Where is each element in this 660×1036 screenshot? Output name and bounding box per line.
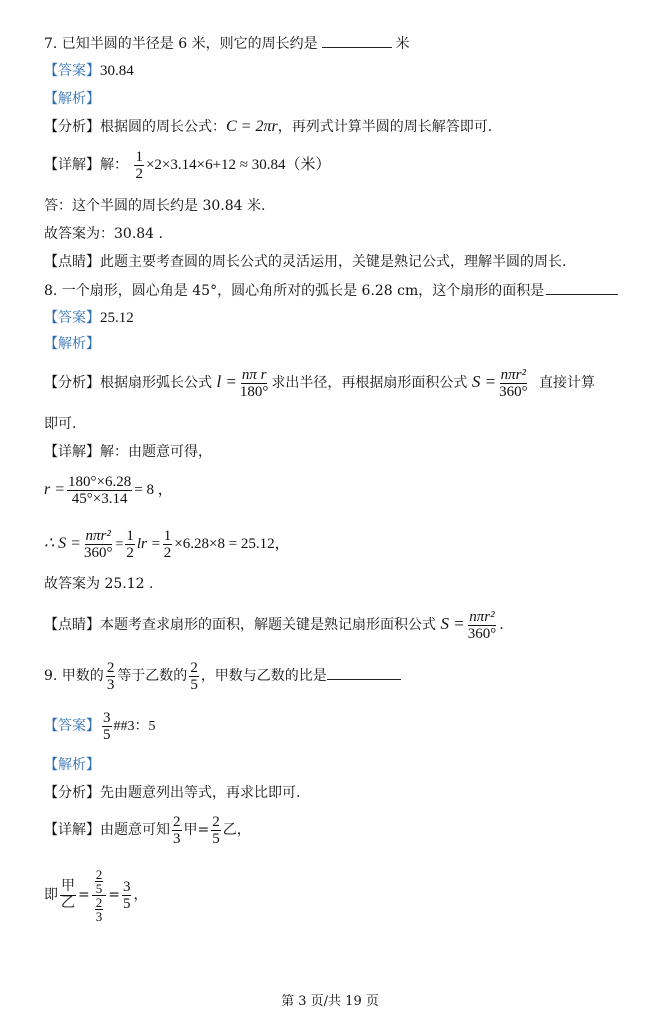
- jiexi-tag: 【解析】: [44, 757, 100, 773]
- detail-tag: 【详解】: [44, 157, 100, 173]
- fraction-numerator: 1: [163, 527, 172, 544]
- q7-reply: 答：这个半圆的周长约是 30.84 米.: [44, 198, 266, 214]
- fraction-denominator: 360°: [83, 544, 113, 561]
- q9-question: [44, 658, 401, 694]
- q8-question: [44, 280, 618, 301]
- q7-comment-line: [44, 252, 566, 272]
- fraction-numerator: 3: [103, 709, 111, 726]
- answer-tag: 【答案】: [44, 63, 100, 79]
- comment-tag: 【点睛】: [44, 617, 100, 633]
- q8-jiexi-line: [44, 334, 100, 354]
- jiexi-tag: 【解析】: [44, 91, 100, 107]
- fraction-numerator: 2: [212, 813, 220, 830]
- fraction-numerator: nπ r: [241, 366, 267, 383]
- fraction-numerator: 2: [95, 866, 103, 882]
- q9-fraction-2: [189, 660, 199, 693]
- q7-detail-expression: ×2×3.14×6+12 ≈ 30.84（米）: [145, 157, 331, 173]
- jiexi-tag: 【解析】: [44, 336, 100, 352]
- q9-yi: 乙，: [222, 822, 251, 838]
- comment-tag: 【点睛】: [44, 254, 100, 270]
- q8-analysis-line: [44, 362, 595, 403]
- q7-formula: C = 2πr: [226, 118, 278, 135]
- fraction-numerator: nπr²: [469, 608, 495, 625]
- q9-detail-fraction-2: [211, 814, 221, 847]
- fraction-denominator: 2: [135, 165, 143, 182]
- q8-question-text: 8. 一个扇形，圆心角是 45°，圆心角所对的弧长是 6.28 cm，这个扇形的面积是: [44, 283, 545, 299]
- q7-analysis-text-a: 根据圆的周长公式：: [100, 119, 226, 135]
- q8-s-mid: lr =: [136, 536, 161, 552]
- q8-analysis-text-a: 根据扇形弧长公式: [100, 375, 212, 391]
- fraction-denominator: 5: [103, 726, 111, 743]
- q9-jiexi-line: [44, 755, 100, 775]
- fraction-denominator: 3: [95, 908, 103, 924]
- q8-answer: 25.12: [100, 310, 134, 326]
- q7-detail-prefix: 解：: [100, 157, 128, 173]
- q9-ratio-fraction: [60, 879, 76, 912]
- q8-answer-blank: [546, 280, 618, 295]
- fraction-denominator: 360°: [499, 383, 528, 400]
- fraction-numerator: nπr²: [85, 527, 111, 544]
- q8-detail-line: [44, 442, 212, 462]
- q8-comment-line: [44, 604, 504, 645]
- q7-analysis-text-b: ，再列式计算半圆的周长解答即可.: [277, 119, 493, 135]
- q9-question-c: ，甲数与乙数的比是: [200, 668, 327, 684]
- q9-detail-line: [44, 810, 251, 850]
- q8-r-result: = 8 ，: [134, 482, 173, 498]
- fraction-denominator: 2: [126, 544, 134, 561]
- q7-analysis-line: [44, 117, 492, 137]
- q7-answer-blank: [322, 33, 392, 48]
- q8-s-area-fraction: [83, 528, 114, 561]
- fraction-numerator: 3: [122, 878, 131, 895]
- q8-r-fraction: [67, 474, 132, 507]
- fraction-numerator: 2: [173, 813, 181, 830]
- q8-analysis-text-c: 直接计算: [539, 375, 596, 391]
- q9-complex-fraction: [92, 868, 107, 923]
- q9-detail-a: 由题意可知: [100, 822, 170, 838]
- complex-denominator: [92, 896, 107, 923]
- fraction-denominator: 5: [190, 676, 198, 693]
- q8-answer-line: [44, 308, 134, 328]
- q9-ji: 即: [44, 887, 58, 903]
- q7-question-text: 7. 已知半圆的半径是 6 米，则它的周长约是: [44, 36, 318, 52]
- fraction-denominator: 乙: [61, 895, 75, 911]
- fraction-denominator: 45°×3.14: [71, 490, 128, 507]
- fraction-denominator: 360°: [467, 625, 497, 642]
- q9-ratio-line: [44, 860, 147, 930]
- q8-comment: 本题考查求扇形的面积，解题关键是熟记扇形面积公式: [100, 617, 436, 633]
- q9-answer-rest: ##3：5: [113, 719, 156, 734]
- fraction-denominator: 3: [106, 676, 115, 693]
- fraction-denominator: 5: [122, 895, 131, 912]
- detail-tag: 【详解】: [44, 444, 100, 460]
- q9-question-a: 9. 甲数的: [44, 668, 104, 684]
- fraction-denominator: 3: [173, 830, 181, 847]
- q8-comment-s-equals: S =: [440, 614, 465, 633]
- q7-final: 故答案为：30.84 .: [44, 226, 163, 242]
- q9-answer-line: [44, 708, 156, 745]
- q9-eq1: =: [78, 887, 90, 903]
- q8-s-prefix: ∴ S =: [44, 535, 81, 552]
- q8-l-equals: l =: [216, 372, 237, 391]
- fraction-denominator: 2: [163, 544, 172, 561]
- q7-detail-line: [44, 147, 331, 183]
- fraction-numerator: 1: [126, 527, 134, 544]
- q9-answer-blank: [327, 665, 401, 680]
- q8-analysis-text-b: 求出半径，再根据扇形面积公式: [271, 375, 468, 391]
- answer-tag: 【答案】: [44, 718, 100, 734]
- q7-question: [44, 33, 410, 54]
- fraction-numerator: 1: [135, 148, 143, 165]
- q8-analysis-end: 即可.: [44, 416, 77, 432]
- q7-unit: 米: [395, 36, 410, 52]
- q9-question-b: 等于乙数的: [117, 668, 188, 684]
- q7-jiexi-line: [44, 89, 100, 109]
- q7-answer-line: [44, 61, 134, 81]
- answer-tag: 【答案】: [44, 310, 100, 326]
- fraction-numerator: nπr²: [500, 366, 527, 383]
- q9-result-fraction: [122, 879, 132, 912]
- fraction-denominator: 5: [212, 830, 220, 847]
- q7-comment: 此题主要考查圆的周长公式的灵活运用，关键是熟记公式，理解半圆的周长.: [100, 254, 567, 270]
- fraction-numerator: 甲: [61, 878, 75, 894]
- q8-comment-area-fraction: [467, 609, 498, 642]
- q8-s-line: ∴ S = $\frac{\text{nπr²}}{360^\circ}$ = $\frac{1}{2}$ lr = $\frac{1}{2}$ ×6.28×8 = 25.12，: [44, 527, 290, 561]
- q9-analysis-line: [44, 783, 300, 803]
- analysis-tag: 【分析】: [44, 119, 100, 135]
- fraction-numerator: 2: [106, 659, 115, 676]
- fraction-numerator: 2: [190, 659, 198, 676]
- q7-half-fraction: [134, 149, 144, 182]
- q9-detail-fraction-1: [172, 814, 182, 847]
- analysis-tag: 【分析】: [44, 785, 100, 801]
- q8-r-line: [44, 470, 173, 510]
- page-footer: 第 3 页/共 19 页: [281, 994, 379, 1009]
- q8-final: 故答案为 25.12 .: [44, 576, 154, 592]
- q9-fraction-1: [106, 660, 116, 693]
- q8-half-fraction-1: [125, 528, 135, 561]
- q9-cf-bottom: [95, 896, 104, 923]
- q9-eq2: =: [108, 887, 120, 903]
- q8-comment-end: .: [499, 617, 504, 633]
- q9-cf-top: [95, 868, 104, 895]
- fraction-denominator: 180°: [239, 383, 269, 400]
- q7-answer: 30.84: [100, 63, 134, 79]
- complex-numerator: [92, 868, 107, 896]
- q8-detail-text: 解：由题意可得，: [100, 444, 212, 460]
- q8-arc-formula: [239, 367, 270, 400]
- detail-tag: 【详解】: [44, 822, 100, 838]
- q8-s-end: ×6.28×8 = 25.12，: [174, 536, 290, 552]
- fraction-numerator: 2: [95, 894, 103, 910]
- q8-s-equals: S =: [471, 372, 497, 391]
- q9-analysis: 先由题意列出等式，再求比即可.: [100, 785, 301, 801]
- analysis-tag: 【分析】: [44, 375, 100, 391]
- q9-jia: 甲=: [183, 822, 210, 838]
- fraction-denominator: 5: [95, 880, 103, 896]
- q8-half-fraction-2: [163, 528, 173, 561]
- fraction-numerator: 180°×6.28: [68, 473, 132, 490]
- q9-answer-fraction: [102, 710, 112, 743]
- q8-r-equals: r =: [44, 481, 66, 498]
- q8-area-formula: [498, 367, 529, 400]
- q9-result-end: ，: [133, 887, 148, 903]
